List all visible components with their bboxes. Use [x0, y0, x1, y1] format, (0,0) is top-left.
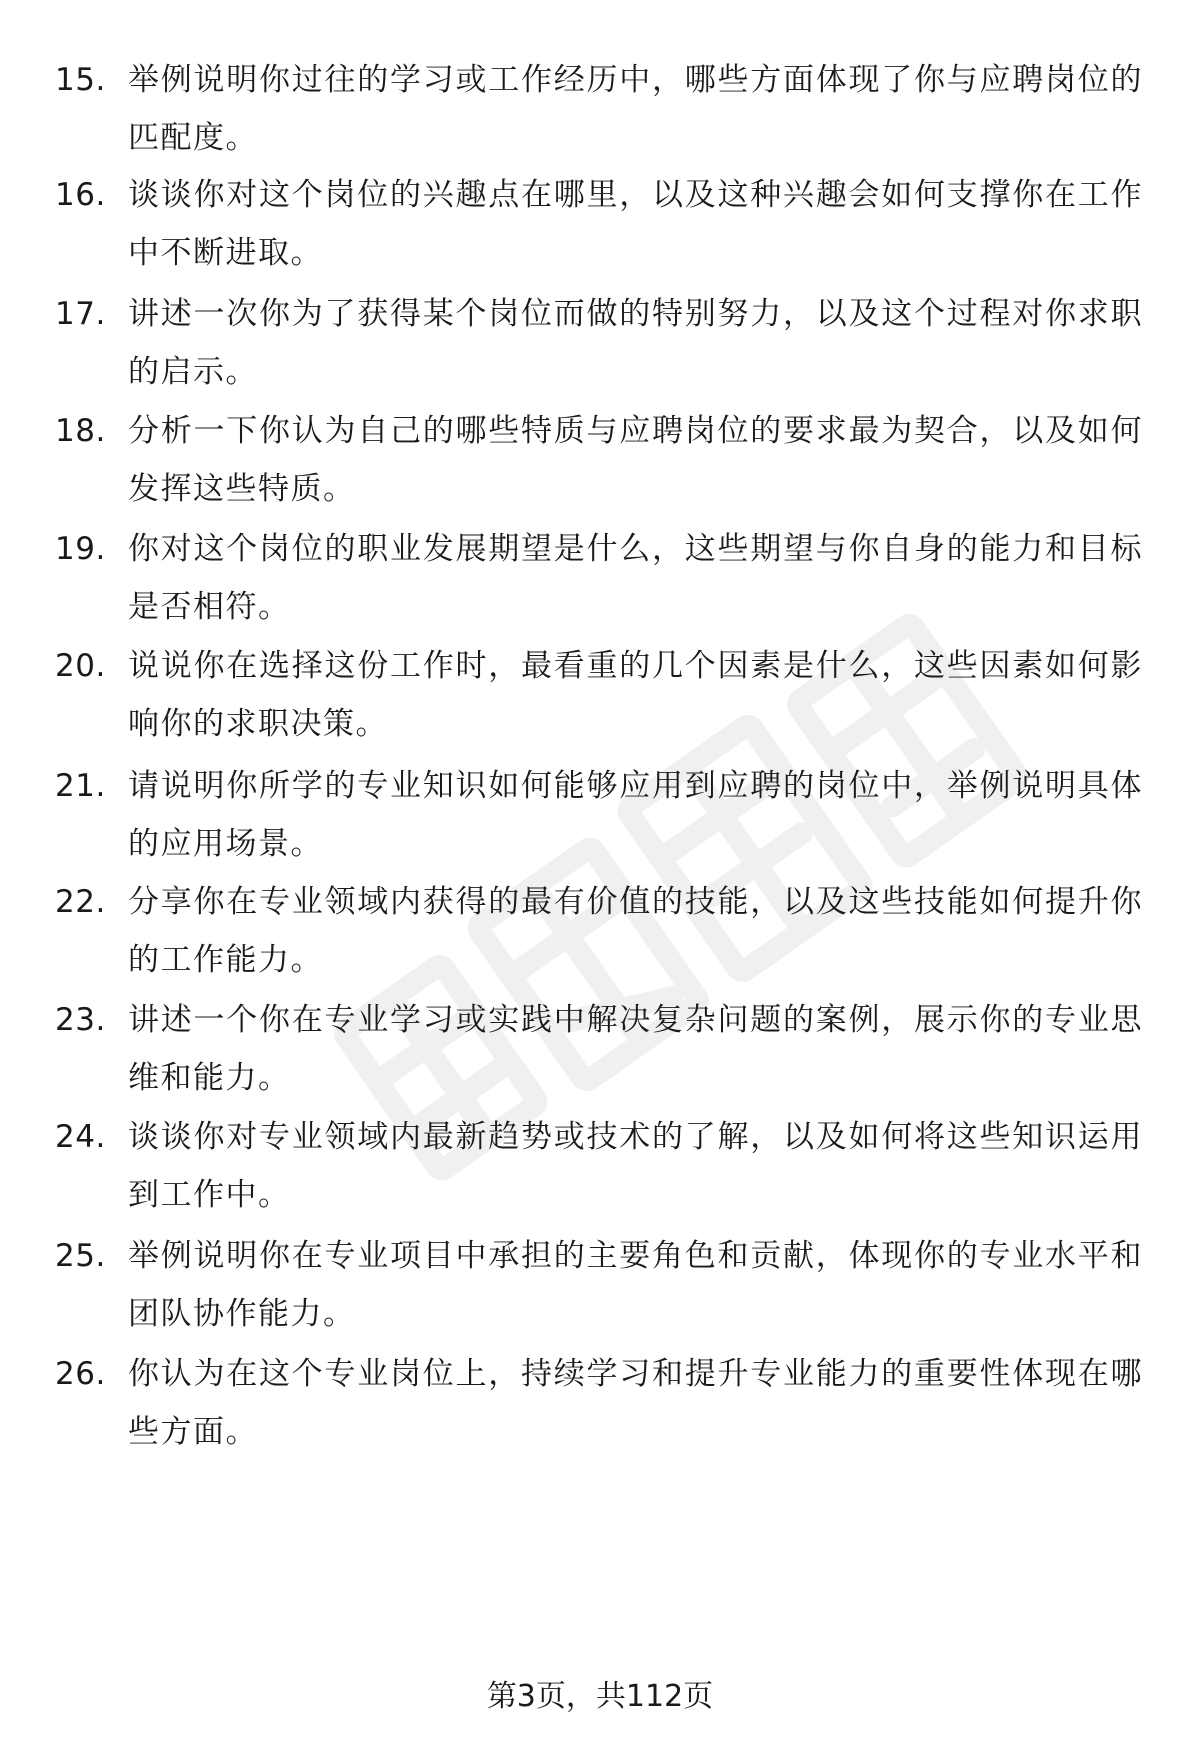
question-item: [0, 637, 1200, 757]
question-item: [0, 166, 1200, 286]
question-text: 讲述一次你为了获得某个岗位而做的特别努力，以及这个过程对你求职的启示。: [128, 296, 1143, 390]
question-text: 谈谈你对这个岗位的兴趣点在哪里，以及这种兴趣会如何支撑你在工作中不断进取。: [128, 177, 1143, 271]
question-number: 16.: [55, 177, 106, 213]
question-number: 26.: [55, 1356, 106, 1392]
question-number: 15.: [55, 62, 106, 98]
question-number: 18.: [55, 413, 106, 449]
question-text: 举例说明你过往的学习或工作经历中，哪些方面体现了你与应聘岗位的匹配度。: [128, 62, 1143, 156]
question-text: 你认为在这个专业岗位上，持续学习和提升专业能力的重要性体现在哪些方面。: [128, 1356, 1143, 1450]
question-text: 举例说明你在专业项目中承担的主要角色和贡献，体现你的专业水平和团队协作能力。: [128, 1238, 1143, 1332]
question-number: 21.: [55, 768, 106, 804]
question-item: [0, 873, 1200, 993]
question-item: [0, 51, 1200, 171]
question-item: [0, 285, 1200, 405]
question-item: [0, 402, 1200, 522]
question-text: 分析一下你认为自己的哪些特质与应聘岗位的要求最为契合，以及如何发挥这些特质。: [128, 413, 1143, 507]
question-number: 20.: [55, 648, 106, 684]
question-item: [0, 757, 1200, 877]
question-number: 19.: [55, 531, 106, 567]
question-text: 分享你在专业领域内获得的最有价值的技能，以及这些技能如何提升你的工作能力。: [128, 884, 1143, 978]
question-text: 说说你在选择这份工作时，最看重的几个因素是什么，这些因素如何影响你的求职决策。: [128, 648, 1143, 742]
question-number: 23.: [55, 1002, 106, 1038]
question-item: [0, 991, 1200, 1111]
question-item: [0, 1227, 1200, 1347]
question-text: 你对这个岗位的职业发展期望是什么，这些期望与你自身的能力和目标是否相符。: [128, 531, 1143, 625]
question-text: 讲述一个你在专业学习或实践中解决复杂问题的案例，展示你的专业思维和能力。: [128, 1002, 1143, 1096]
question-item: [0, 1108, 1200, 1228]
question-number: 24.: [55, 1119, 106, 1155]
question-item: [0, 1345, 1200, 1465]
question-text: 请说明你所学的专业知识如何能够应用到应聘的岗位中，举例说明具体的应用场景。: [128, 768, 1143, 862]
page-footer: 第3页，共112页: [486, 1679, 714, 1714]
question-item: [0, 520, 1200, 640]
question-text: 谈谈你对专业领域内最新趋势或技术的了解，以及如何将这些知识运用到工作中。: [128, 1119, 1143, 1213]
question-number: 25.: [55, 1238, 106, 1274]
question-number: 22.: [55, 884, 106, 920]
question-number: 17.: [55, 296, 106, 332]
